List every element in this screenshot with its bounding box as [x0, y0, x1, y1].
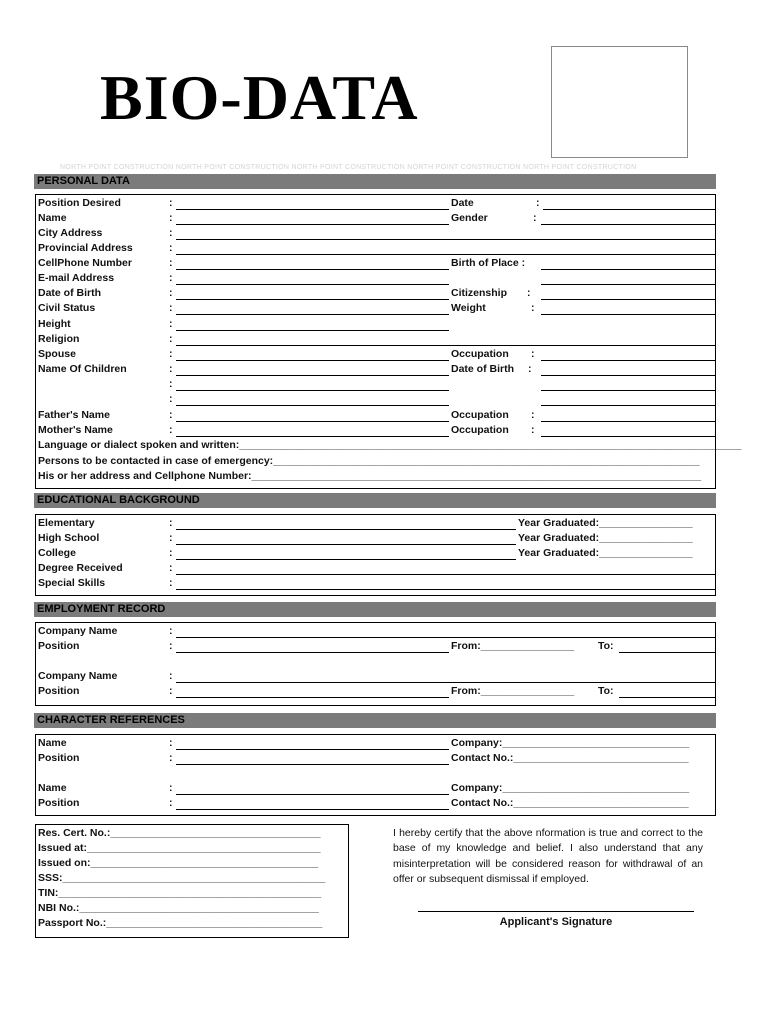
label-children: Name Of Children: [38, 363, 127, 375]
colon: :: [169, 333, 173, 345]
label-to: To:: [598, 640, 614, 652]
colon: :: [169, 737, 173, 749]
row-passport: [36, 916, 348, 931]
label-name: Name: [38, 212, 67, 224]
colon: :: [536, 197, 540, 209]
label-year-graduated[interactable]: Year Graduated:________________: [518, 532, 693, 544]
colon: :: [169, 409, 173, 421]
row-provincial-address: [36, 241, 715, 256]
colon: :: [169, 257, 173, 269]
field-high-school[interactable]: [176, 544, 516, 545]
label-address-cellphone[interactable]: His or her address and Cellphone Number:_____________________________________________________________________________: [38, 470, 702, 482]
field-occupation-mother[interactable]: [541, 436, 715, 437]
field-passport[interactable]: Passport No.:_____________________________________: [38, 917, 323, 929]
label-occupation-mother: Occupation: [451, 424, 509, 436]
field-blank[interactable]: [541, 284, 715, 285]
row-degree: [36, 561, 715, 576]
label-date-of-birth-child: Date of Birth: [451, 363, 514, 375]
colon: :: [531, 424, 535, 436]
label-height: Height: [38, 318, 71, 330]
label-occupation-father: Occupation: [451, 409, 509, 421]
field-sss[interactable]: SSS:_____________________________________________: [38, 872, 326, 884]
colon: :: [169, 287, 173, 299]
row-elementary: [36, 516, 715, 531]
colon: :: [169, 640, 173, 652]
row-high-school: [36, 531, 715, 546]
field-ref-name-1[interactable]: [176, 749, 449, 750]
label-date: Date: [451, 197, 474, 209]
field-child-3-dob[interactable]: [541, 405, 715, 406]
field-civil-status[interactable]: [176, 314, 449, 315]
field-date-of-birth[interactable]: [176, 299, 449, 300]
colon: :: [169, 670, 173, 682]
field-provincial-address[interactable]: [176, 254, 715, 255]
colon: :: [169, 424, 173, 436]
colon: :: [531, 302, 535, 314]
field-company-2[interactable]: [176, 682, 715, 683]
field-child-1[interactable]: [176, 375, 449, 376]
field-issued-on[interactable]: Issued on:_______________________________________: [38, 857, 319, 869]
label-from[interactable]: From:________________: [451, 685, 575, 697]
colon: :: [169, 212, 173, 224]
education-box: [35, 514, 716, 596]
label-date-of-birth: Date of Birth: [38, 287, 101, 299]
colon: :: [169, 318, 173, 330]
row-mothers-name: [36, 423, 715, 438]
label-fathers-name: Father's Name: [38, 409, 110, 421]
colon: :: [169, 532, 173, 544]
field-tin[interactable]: TIN:_____________________________________________: [38, 887, 322, 899]
field-cellphone[interactable]: [176, 269, 449, 270]
label-position: Position: [38, 685, 80, 697]
row-skills: [36, 576, 715, 591]
colon: :: [169, 197, 173, 209]
row-res-cert: [36, 826, 348, 841]
certification-statement: I hereby certify that the above nformation is true and correct to the base of my knowledge and belief. I also understand that any misinterpretation will be considered reason for withdrawal of an offer or subsequent dismissal if employed.: [393, 827, 703, 885]
row-height: [36, 317, 715, 332]
section-employment-record: EMPLOYMENT RECORD: [34, 602, 716, 617]
section-character-references: CHARACTER REFERENCES: [34, 713, 716, 728]
colon: :: [169, 782, 173, 794]
row-spouse: [36, 347, 715, 362]
section-personal-data: PERSONAL DATA: [34, 174, 716, 189]
label-ref-name: Name: [38, 782, 67, 794]
field-birth-of-place[interactable]: [541, 269, 715, 270]
row-cellphone: [36, 256, 715, 271]
row-ref-name-1: [36, 736, 715, 751]
label-email: E-mail Address: [38, 272, 115, 284]
colon: :: [169, 363, 173, 375]
row-nbi: [36, 901, 348, 916]
row-college: [36, 546, 715, 561]
label-language[interactable]: Language or dialect spoken and written:______________________________________________________________________________________: [38, 439, 742, 451]
row-ref-position-1: [36, 751, 715, 766]
field-issued-at[interactable]: Issued at:________________________________________: [38, 842, 321, 854]
field-to-2[interactable]: [619, 697, 715, 698]
field-occupation-spouse[interactable]: [541, 360, 715, 361]
colon: :: [169, 625, 173, 637]
label-occupation-spouse: Occupation: [451, 348, 509, 360]
colon: :: [528, 363, 532, 375]
label-company[interactable]: Company:________________________________: [451, 782, 690, 794]
label-to: To:: [598, 685, 614, 697]
row-civil-status: [36, 301, 715, 316]
colon: :: [169, 517, 173, 529]
colon: :: [527, 287, 531, 299]
colon: :: [169, 272, 173, 284]
label-position-desired: Position Desired: [38, 197, 121, 209]
label-degree: Degree Received: [38, 562, 123, 574]
field-ref-position-2[interactable]: [176, 809, 449, 810]
row-fathers-name: [36, 408, 715, 423]
field-date[interactable]: [543, 209, 715, 210]
field-fathers-name[interactable]: [176, 421, 449, 422]
label-provincial-address: Provincial Address: [38, 242, 133, 254]
row-company-2: [36, 669, 715, 684]
field-position-desired[interactable]: [176, 209, 449, 210]
label-mothers-name: Mother's Name: [38, 424, 113, 436]
row-religion: [36, 332, 715, 347]
signature-line[interactable]: [418, 911, 694, 912]
label-from[interactable]: From:________________: [451, 640, 575, 652]
field-occupation-father[interactable]: [541, 421, 715, 422]
label-company-name: Company Name: [38, 625, 118, 637]
row-sss: [36, 871, 348, 886]
row-issued-on: [36, 856, 348, 871]
field-mothers-name[interactable]: [176, 436, 449, 437]
row-company-1: [36, 624, 715, 639]
label-skills: Special Skills: [38, 577, 106, 589]
label-emergency-contact[interactable]: Persons to be contacted in case of emergency:_________________________________________________________________________: [38, 455, 700, 467]
label-gender: Gender: [451, 212, 488, 224]
field-child-2[interactable]: [176, 390, 449, 391]
label-contact-no[interactable]: Contact No.:______________________________: [451, 752, 689, 764]
field-name[interactable]: [176, 224, 449, 225]
row-emergency: [36, 454, 715, 469]
colon: :: [169, 227, 173, 239]
label-ref-position: Position: [38, 797, 80, 809]
label-city-address: City Address: [38, 227, 103, 239]
colon: :: [169, 393, 173, 405]
row-ref-name-2: [36, 781, 715, 796]
colon: :: [169, 752, 173, 764]
row-email: [36, 271, 715, 286]
label-ref-position: Position: [38, 752, 80, 764]
label-citizenship: Citizenship: [451, 287, 508, 299]
field-ref-position-1[interactable]: [176, 764, 449, 765]
page-title: BIO-DATA: [100, 62, 419, 133]
colon: :: [169, 378, 173, 390]
colon: :: [169, 242, 173, 254]
row-children: [36, 362, 715, 377]
field-gender[interactable]: [541, 224, 715, 225]
row-issued-at: [36, 841, 348, 856]
field-height[interactable]: [176, 330, 449, 331]
watermark: NORTH POINT CONSTRUCTION NORTH POINT CONSTRUCTION NORTH POINT CONSTRUCTION NORTH POINT CONSTRUCTION NORTH POINT CONSTRUCTION: [60, 164, 637, 171]
colon: :: [169, 547, 173, 559]
row-children-3: [36, 392, 715, 407]
label-birth-of-place: Birth of Place :: [451, 257, 526, 269]
colon: :: [169, 562, 173, 574]
field-res-cert[interactable]: Res. Cert. No.:____________________________________: [38, 827, 321, 839]
label-civil-status: Civil Status: [38, 302, 96, 314]
character-box: [35, 734, 716, 816]
label-company-name: Company Name: [38, 670, 118, 682]
employment-box: [35, 622, 716, 706]
colon: :: [531, 348, 535, 360]
row-position-2: [36, 684, 715, 699]
colon: :: [169, 685, 173, 697]
photo-box[interactable]: [551, 46, 688, 158]
section-educational-background: EDUCATIONAL BACKGROUND: [34, 493, 716, 508]
field-position-1[interactable]: [176, 652, 449, 653]
label-elementary: Elementary: [38, 517, 95, 529]
field-spouse[interactable]: [176, 360, 449, 361]
field-company-1[interactable]: [176, 637, 715, 638]
personal-data-box: [35, 194, 742, 489]
row-position-desired: [36, 196, 715, 211]
field-to-1[interactable]: [619, 652, 715, 653]
label-weight: Weight: [451, 302, 486, 314]
field-college[interactable]: [176, 559, 516, 560]
field-religion[interactable]: [176, 345, 715, 346]
field-weight[interactable]: [541, 314, 715, 315]
label-college: College: [38, 547, 76, 559]
identification-box: [35, 824, 349, 938]
colon: :: [169, 797, 173, 809]
field-ref-name-2[interactable]: [176, 794, 449, 795]
colon: :: [533, 212, 537, 224]
field-email[interactable]: [176, 284, 449, 285]
label-spouse: Spouse: [38, 348, 76, 360]
signature-label: Applicant's Signature: [499, 916, 613, 928]
row-tin: [36, 886, 348, 901]
label-year-graduated[interactable]: Year Graduated:________________: [518, 517, 693, 529]
label-high-school: High School: [38, 532, 100, 544]
colon: :: [169, 302, 173, 314]
row-date-of-birth: [36, 286, 715, 301]
field-child-1-dob[interactable]: [541, 375, 715, 376]
field-nbi[interactable]: NBI No.:_________________________________________: [38, 902, 319, 914]
field-position-2[interactable]: [176, 697, 449, 698]
label-position: Position: [38, 640, 80, 652]
field-elementary[interactable]: [176, 529, 516, 530]
field-city-address[interactable]: [176, 239, 715, 240]
row-language: [36, 438, 742, 453]
row-address-cellphone: [36, 469, 715, 484]
row-position-1: [36, 639, 715, 654]
field-child-3[interactable]: [176, 405, 449, 406]
field-skills[interactable]: [176, 589, 715, 590]
row-name: [36, 211, 715, 226]
label-ref-name: Name: [38, 737, 67, 749]
label-year-graduated[interactable]: Year Graduated:________________: [518, 547, 693, 559]
label-cellphone: CellPhone Number: [38, 257, 132, 269]
field-citizenship[interactable]: [541, 299, 715, 300]
label-religion: Religion: [38, 333, 80, 345]
field-degree[interactable]: [176, 574, 715, 575]
label-company[interactable]: Company:________________________________: [451, 737, 690, 749]
colon: :: [169, 348, 173, 360]
field-child-2-dob[interactable]: [541, 390, 715, 391]
row-children-2: [36, 377, 715, 392]
colon: :: [531, 409, 535, 421]
colon: :: [169, 577, 173, 589]
row-city-address: [36, 226, 715, 241]
row-ref-position-2: [36, 796, 715, 811]
label-contact-no[interactable]: Contact No.:______________________________: [451, 797, 689, 809]
